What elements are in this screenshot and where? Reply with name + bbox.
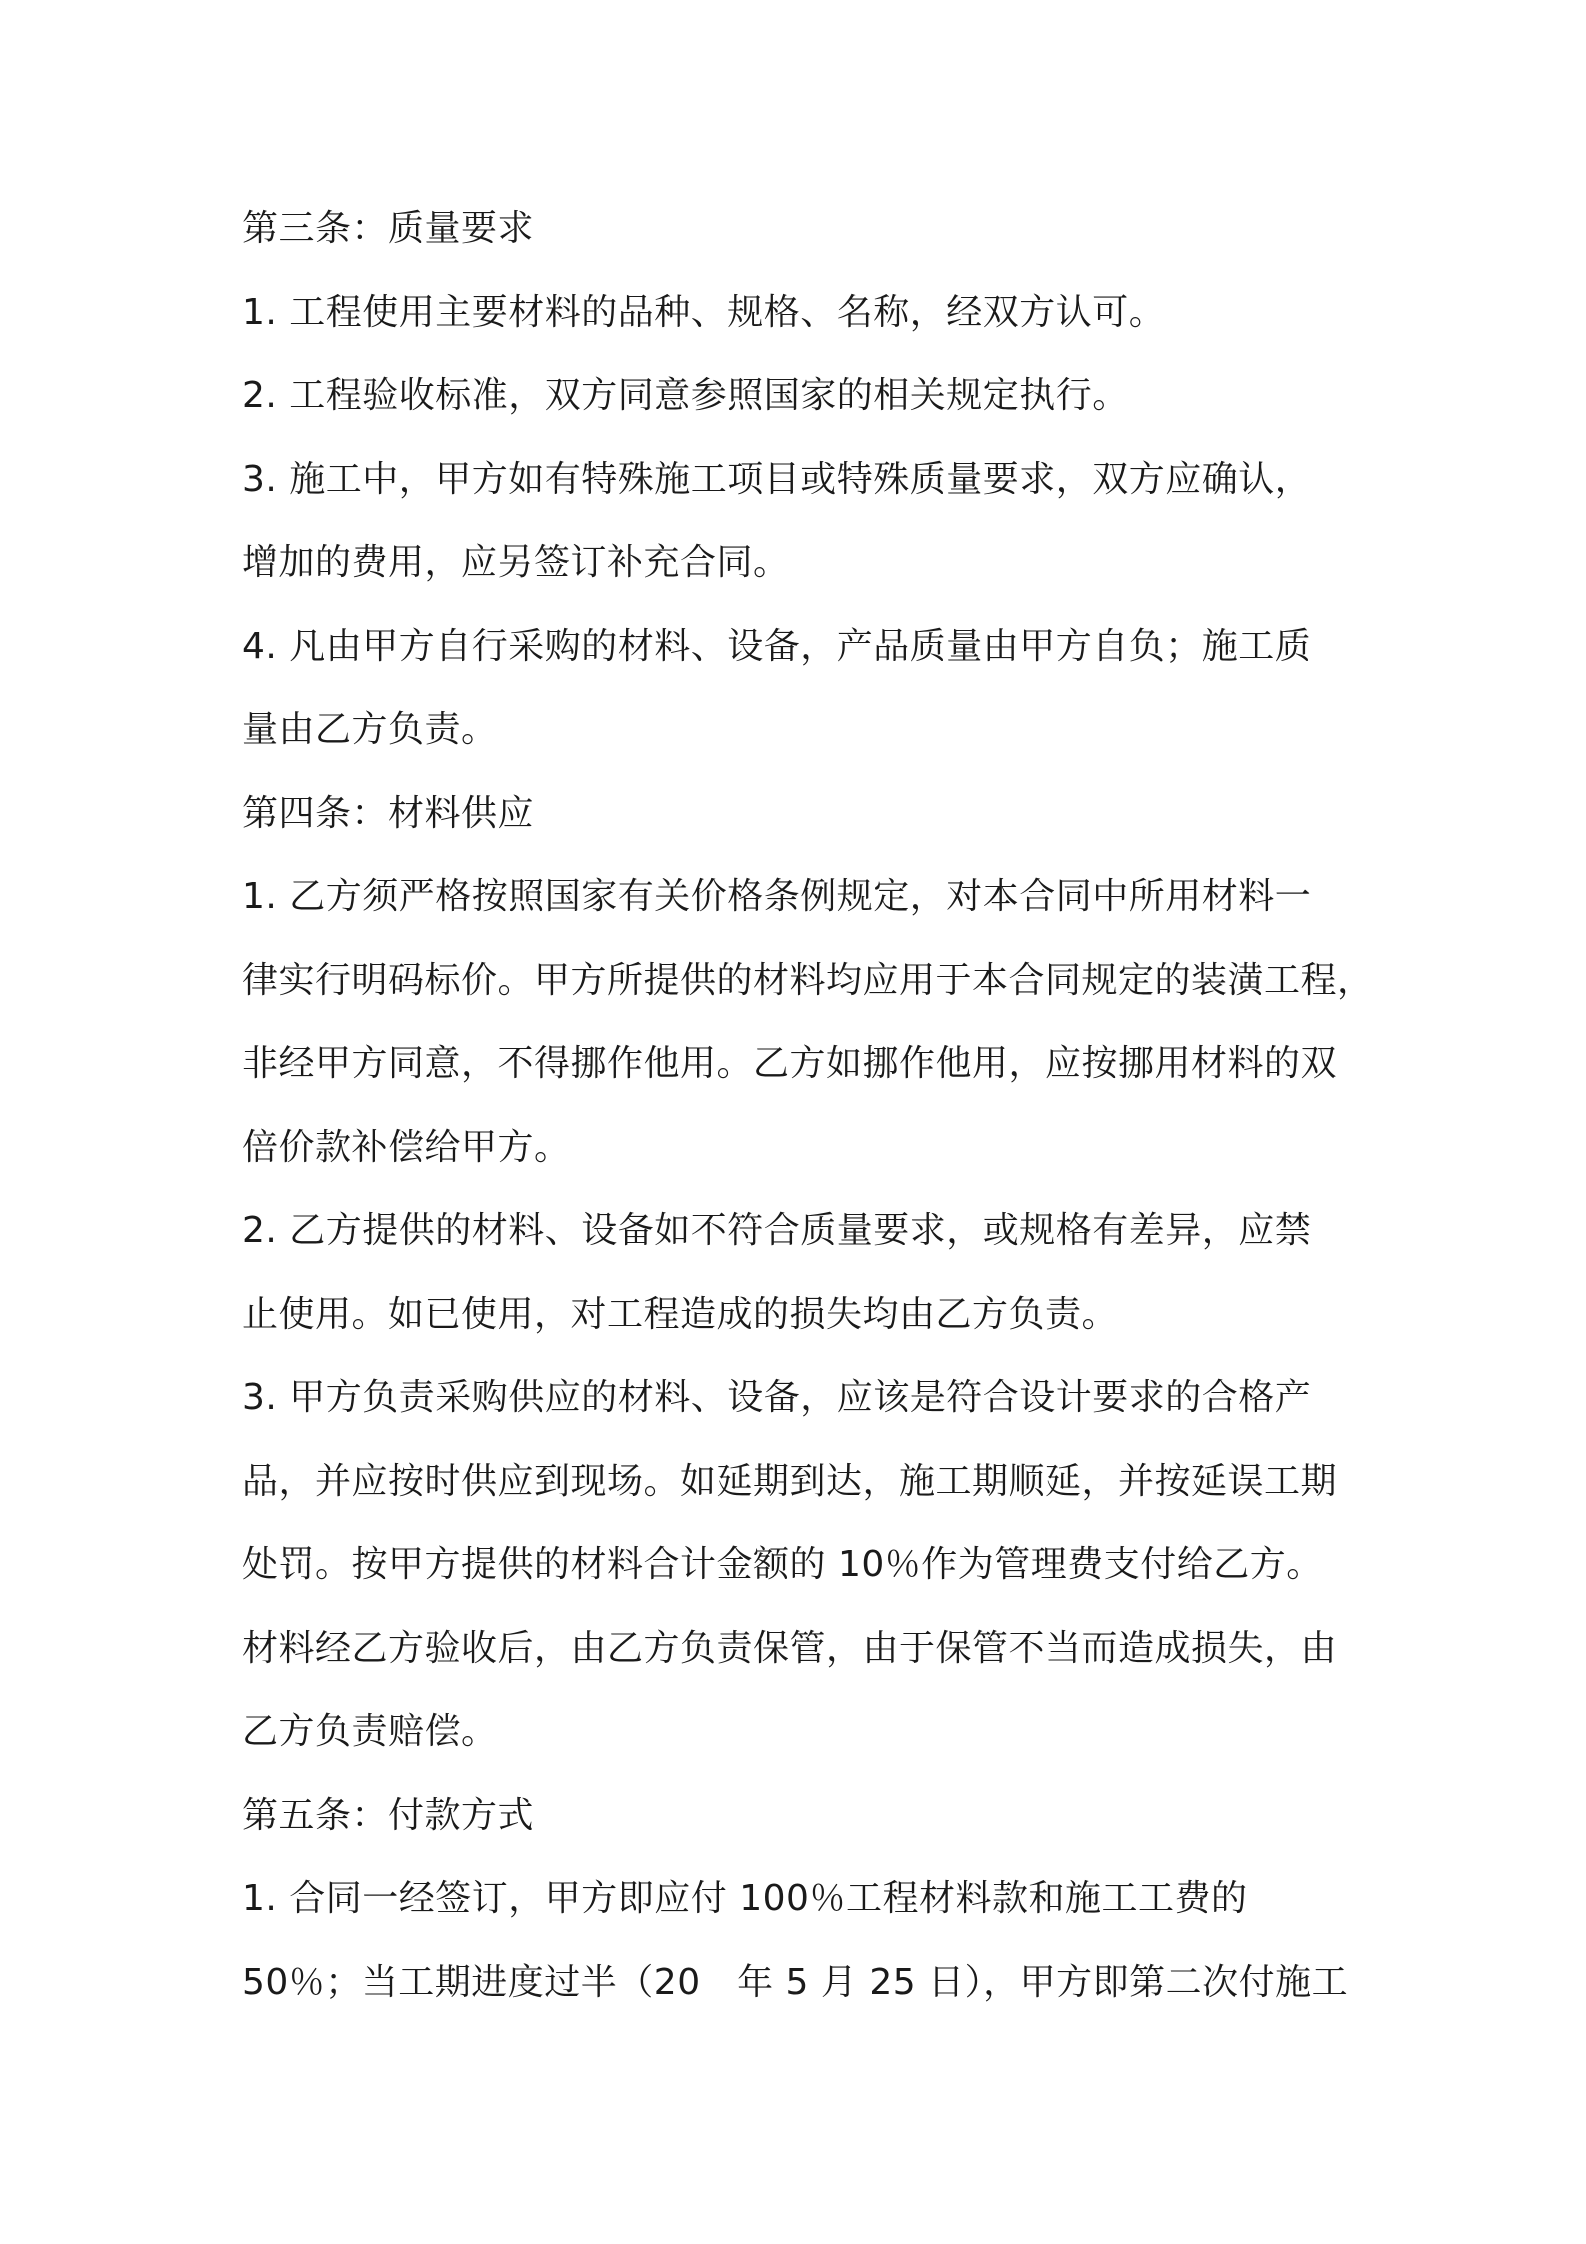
contract-body xyxy=(242,198,1374,2035)
paragraph-line: 1. 工程使用主要材料的品种、规格、名称，经双方认可。 xyxy=(242,291,1166,333)
section-heading-quality: 第三条：质量要求 xyxy=(242,208,535,249)
paragraph-line: 1. 乙方须严格按照国家有关价格条例规定，对本合同中所用材料一 xyxy=(242,876,1312,917)
paragraph-line: 材料经乙方验收后，由乙方负责保管，由于保管不当而造成损失，由 xyxy=(242,1627,1338,1669)
paragraph-line: 增加的费用，应另签订补充合同。 xyxy=(242,542,790,583)
paragraph-line: 2. 乙方提供的材料、设备如不符合质量要求，或规格有差异，应禁 xyxy=(242,1210,1312,1251)
paragraph-line: 量由乙方负责。 xyxy=(242,709,498,750)
paragraph-line: 品，并应按时供应到现场。如延期到达，施工期顺延，并按延误工期 xyxy=(242,1460,1338,1502)
paragraph-line: 3. 甲方负责采购供应的材料、设备，应该是符合设计要求的合格产 xyxy=(242,1377,1312,1418)
paragraph-line: 4. 凡由甲方自行采购的材料、设备，产品质量由甲方自负；施工质 xyxy=(242,625,1312,667)
paragraph-line: 止使用。如已使用，对工程造成的损失均由乙方负责。 xyxy=(242,1293,1119,1335)
paragraph-line: 处罚。按甲方提供的材料合计金额的 10％作为管理费支付给乙方。 xyxy=(242,1544,1323,1585)
section-heading-materials: 第四条：材料供应 xyxy=(242,792,535,834)
paragraph-line: 2. 工程验收标准，双方同意参照国家的相关规定执行。 xyxy=(242,375,1129,416)
paragraph-line: 50％；当工期进度过半（20 年 5 月 25 日），甲方即第二次付施工 xyxy=(242,1961,1349,2003)
paragraph-line: 倍价款补偿给甲方。 xyxy=(242,1126,571,1168)
paragraph-line: 律实行明码标价。甲方所提供的材料均应用于本合同规定的装潢工程， xyxy=(242,959,1374,1001)
paragraph-line: 3. 施工中，甲方如有特殊施工项目或特殊质量要求，双方应确认， xyxy=(242,458,1312,500)
paragraph-line: 非经甲方同意，不得挪作他用。乙方如挪作他用，应按挪用材料的双 xyxy=(242,1043,1338,1084)
section-heading-payment: 第五条：付款方式 xyxy=(242,1794,535,1836)
paragraph-line: 1. 合同一经签订，甲方即应付 100％工程材料款和施工工费的 xyxy=(242,1878,1248,1919)
paragraph-line: 乙方负责赔偿。 xyxy=(242,1711,498,1752)
